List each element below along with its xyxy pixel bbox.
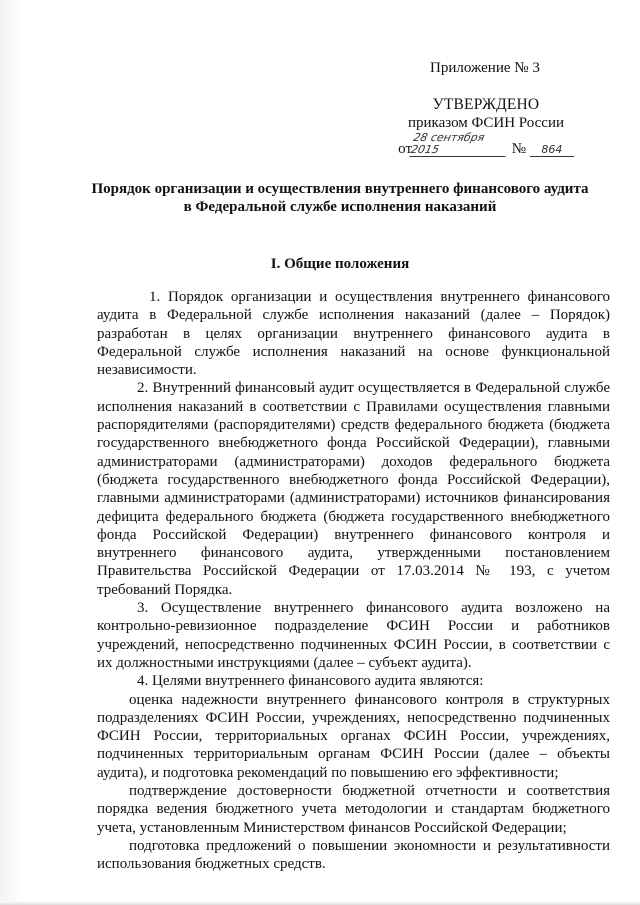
paragraph-2: 2. Внутренний финансовый аудит осуществляется в Федеральной службе исполнения наказаний в соответствии с Правилами осуществления главными распорядителями (распорядителями) средств федерального бюджета (бюджета государственного внебюджетного фонда Российской Федерации), главными администраторами (администраторами) доходов федерального бюджета (бюджета государственного внебюджетного фонда Российской Федерации), главными администраторами (администраторами) источников финансирования дефицита федерального бюджета (бюджета государственного внебюджетного фонда Российской Федерации) внутреннего финансового контроля и внутреннего финансового аудита, утвержденными постановлением Правительства Российской Федерации от 17.03.2014 № 193, с учетом требований Порядка. [97,380,610,598]
paragraph-4-item-1: оценка надежности внутреннего финансового контроля в структурных подразделениях ФСИН России, учреждениях, непосредственно подчиненных ФСИН России, территориальных органах ФСИН России, учреждениях, подчиненных территориальным органам ФСИН России (далее – объекты аудита), и подготовка рекомендаций по повышению его эффективности; [97,691,610,781]
scan-edge-shadow [0,0,24,905]
paragraph-4-item-2: подтверждение достоверности бюджетной отчетности и соответствия порядка ведения бюджетного учета методологии и стандартам бюджетного учета, установленным Министерством финансов Российской Федерации; [97,783,610,836]
number-prefix: № [511,141,527,157]
document-body [97,288,610,874]
document-title-line-2: в Федеральной службе исполнения наказаний [183,199,497,215]
approved-heading: УТВЕРЖДЕНО [432,96,540,113]
paragraph-3: 3. Осуществление внутреннего финансового аудита возложено на контрольно-ревизионное подразделение ФСИН России и работников учреждений, непосредственно подчиненных ФСИН России, в соответствии с их должностными инструкциями (далее – субъект аудита). [97,600,610,671]
scan-bottom-edge [0,901,640,905]
order-reference: приказом ФСИН России [407,115,565,131]
date-prefix: от [398,141,413,157]
appendix-label: Приложение № 3 [430,60,540,76]
handwritten-number: 864 [530,144,574,157]
order-date-line [386,132,586,158]
paragraph-4-item-3: подготовка предложений о повышении экономности и результативности использования бюджетных средств. [97,837,610,873]
handwritten-date: 28 сентября 2015 [409,132,510,157]
document-title-line-1: Порядок организации и осуществления внутреннего финансового аудита [91,181,589,197]
approval-block [386,96,586,158]
paragraph-1: 1. Порядок организации и осуществления внутреннего финансового аудита в Федеральной службе исполнения наказаний (далее – Порядок) разработан в целях организации внутреннего финансового аудита в Федеральной службе исполнения наказаний на основе функциональной независимости. [97,289,610,379]
paragraph-4: 4. Целями внутреннего финансового аудита являются: [137,673,484,690]
document-title [60,180,620,216]
section-title: I. Общие положения [270,256,410,272]
